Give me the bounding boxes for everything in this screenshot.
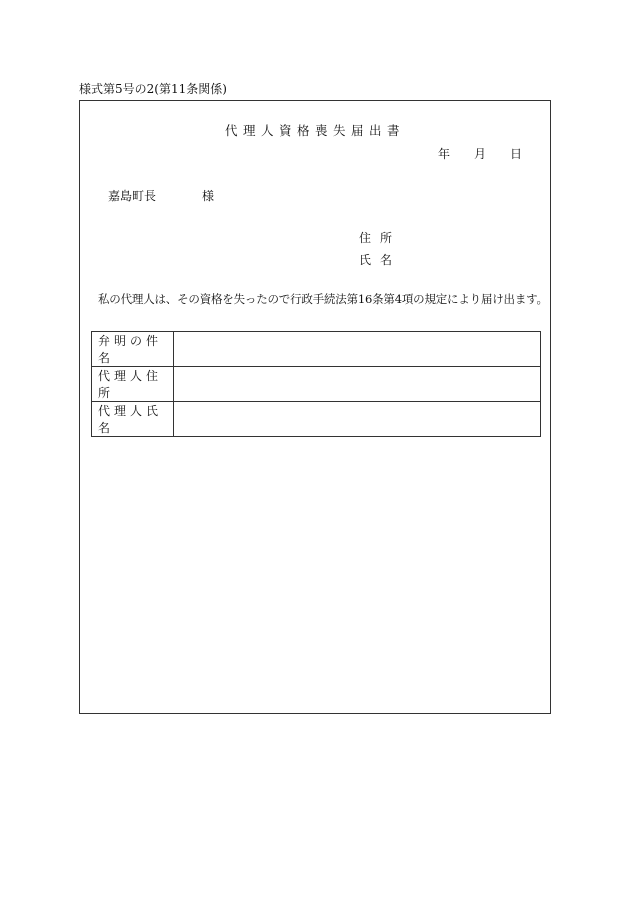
addressee-name: 嘉島町長 [108, 189, 157, 203]
row-value-agent-address[interactable] [173, 367, 540, 402]
addressee-honorific: 様 [202, 189, 215, 203]
info-table [91, 331, 541, 437]
table-row [92, 367, 541, 402]
row-value-subject[interactable] [173, 332, 540, 367]
row-label-agent-address: 代理人住所 [92, 367, 174, 402]
date-month-label: 月 [473, 147, 486, 161]
form-number: 様式第5号の2(第11条関係) [79, 82, 227, 96]
date-day-label: 日 [509, 147, 522, 161]
form-frame [79, 100, 551, 714]
date-year-label: 年 [437, 147, 450, 161]
document-title: 代理人資格喪失届出書 [224, 123, 405, 138]
row-value-agent-name[interactable] [173, 402, 540, 437]
sender-address-label: 住所 [359, 231, 402, 245]
date-line [438, 145, 522, 162]
table-row [92, 402, 541, 437]
sender-name-label: 氏名 [359, 253, 402, 267]
statement-text: 私の代理人は、その資格を失ったので行政手続法第16条第4項の規定により届け出ます。 [98, 292, 548, 306]
table-row [92, 332, 541, 367]
row-label-subject: 弁明の件名 [92, 332, 174, 367]
row-label-agent-name: 代理人氏名 [92, 402, 174, 437]
addressee [108, 187, 214, 204]
